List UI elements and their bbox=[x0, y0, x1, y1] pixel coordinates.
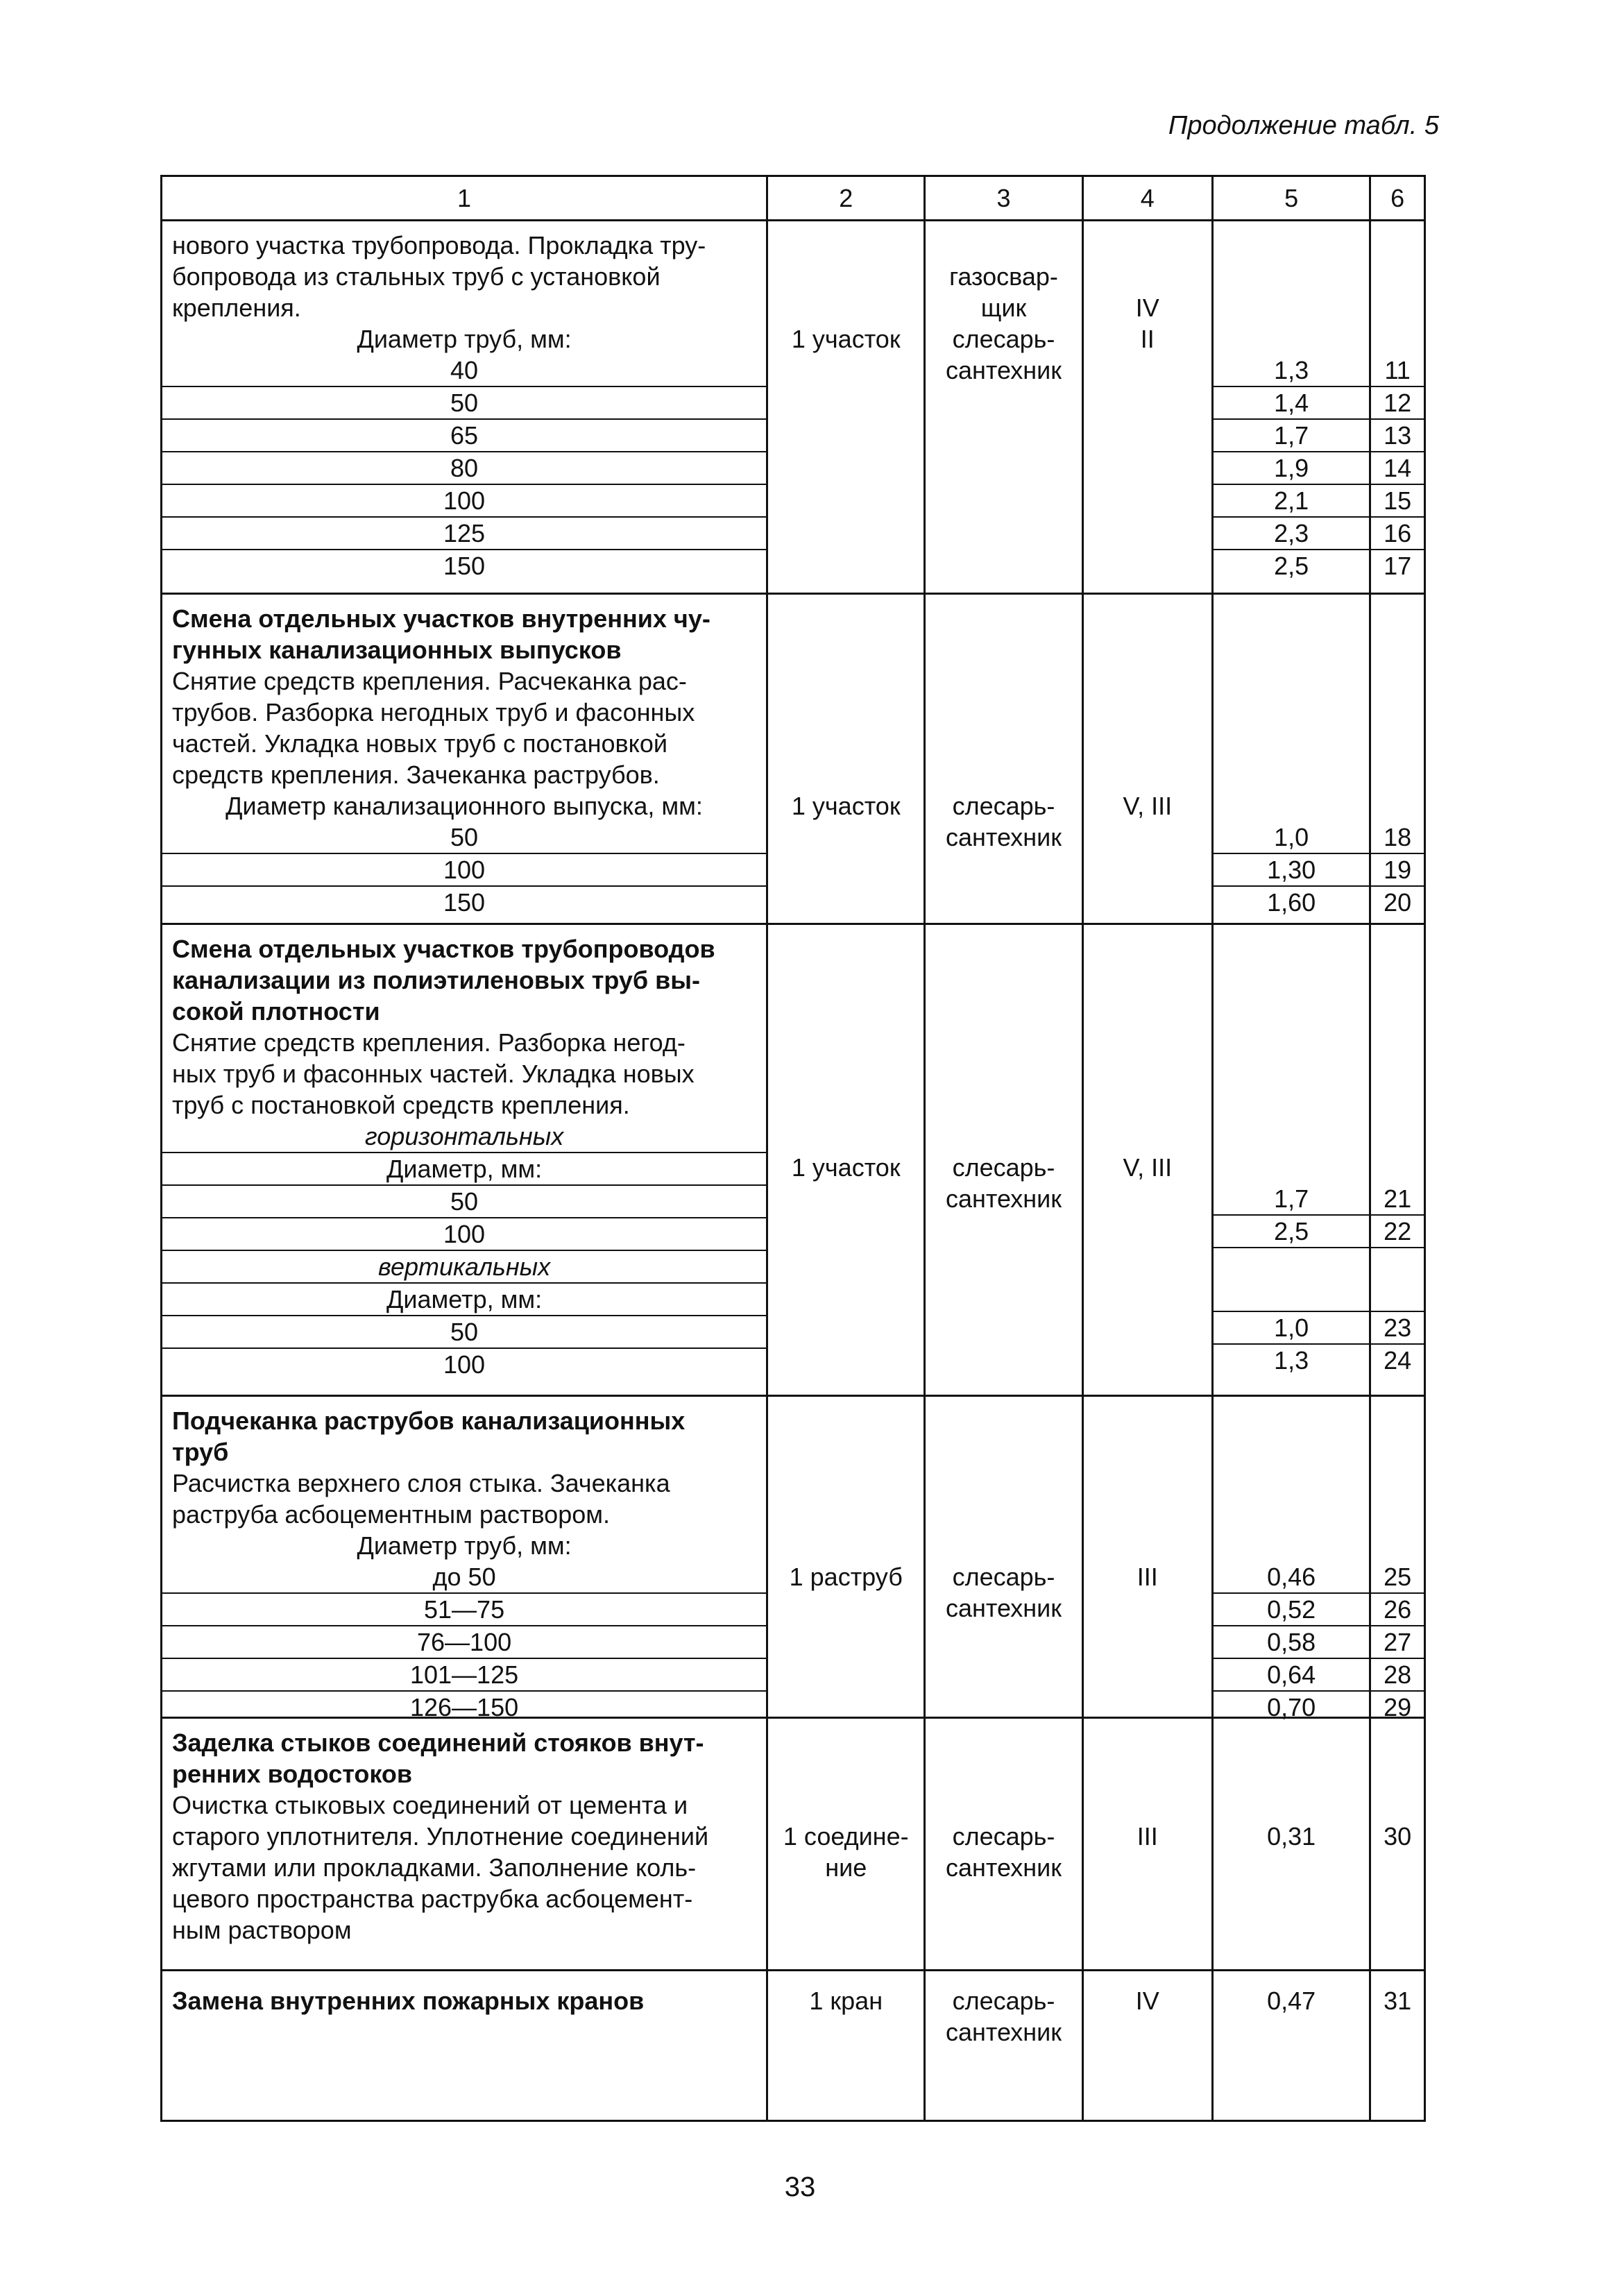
row-number: 27 bbox=[1371, 1626, 1424, 1659]
diameter-row: 150 bbox=[443, 552, 486, 580]
diameter-row: 126—150 bbox=[409, 1693, 519, 1721]
diameter-row: 100 bbox=[162, 485, 766, 518]
description-line: цевого пространства раструбка асбоцемент- bbox=[172, 1885, 693, 1913]
description-line: старого уплотнителя. Уплотнение соединений bbox=[172, 1822, 709, 1851]
diameter-row: 40 bbox=[162, 355, 766, 387]
section-2-worker bbox=[926, 595, 1083, 923]
row-number: 11 bbox=[1371, 355, 1424, 387]
norm-value: 1,9 bbox=[1214, 452, 1369, 485]
page-number: 33 bbox=[784, 2172, 816, 2202]
row-number: 31 bbox=[1384, 1987, 1412, 2015]
diameter-row: 50 bbox=[162, 822, 766, 854]
row-number: 30 bbox=[1384, 1822, 1412, 1851]
norm-value: 1,3 bbox=[1274, 1346, 1309, 1375]
row-number: 19 bbox=[1371, 854, 1424, 887]
diameter-label: Диаметр труб, мм: bbox=[357, 325, 572, 353]
grade-value: II bbox=[1140, 325, 1155, 353]
section-4-grade bbox=[1084, 1397, 1214, 1717]
section-5-unit bbox=[768, 1719, 926, 1969]
description-line: частей. Укладка новых труб с постановкой bbox=[172, 729, 667, 758]
description-line: Снятие средств крепления. Разборка негод- bbox=[172, 1028, 686, 1057]
row-number: 13 bbox=[1371, 420, 1424, 452]
header-col-6: 6 bbox=[1390, 183, 1405, 212]
worker-line: слесарь- bbox=[952, 792, 1055, 820]
row-number: 26 bbox=[1371, 1594, 1424, 1626]
section-title-line: Смена отдельных участков внутренних чу- bbox=[172, 604, 710, 633]
section-1-row-number bbox=[1371, 221, 1424, 593]
row-number: 12 bbox=[1371, 387, 1424, 420]
worker-line: сантехник bbox=[946, 356, 1062, 384]
section-1-description bbox=[162, 221, 768, 593]
section-3-grade bbox=[1084, 925, 1214, 1395]
norm-value: 1,0 bbox=[1214, 1312, 1369, 1345]
unit-line: 1 соедине- bbox=[783, 1822, 909, 1851]
norm-value: 2,5 bbox=[1274, 552, 1309, 580]
worker-line: слесарь- bbox=[952, 1987, 1055, 2015]
description-line: ным раствором bbox=[172, 1916, 352, 1944]
worker-line: слесарь- bbox=[952, 1153, 1055, 1182]
unit-value: 1 участок bbox=[791, 792, 901, 820]
diameter-row: 100 bbox=[443, 1350, 486, 1379]
section-4-row-number bbox=[1371, 1397, 1424, 1721]
section-2-norm-time bbox=[1214, 595, 1371, 923]
norm-value: 2,1 bbox=[1214, 485, 1369, 518]
grade-value: V, III bbox=[1123, 1153, 1173, 1182]
description-line: крепления. bbox=[172, 294, 301, 322]
section-1-worker bbox=[926, 221, 1083, 593]
worker-line: газосвар- bbox=[949, 262, 1058, 291]
section-2-unit bbox=[768, 595, 926, 923]
table-section-6 bbox=[162, 1971, 1424, 2120]
section-5-norm-time bbox=[1214, 1719, 1371, 1969]
diameter-row: 150 bbox=[443, 888, 486, 917]
worker-line: сантехник bbox=[946, 1184, 1062, 1213]
diameter-row: 65 bbox=[162, 420, 766, 452]
description-line: раструба асбоцементным раствором. bbox=[172, 1500, 610, 1529]
description-line: средств крепления. Зачеканка раструбов. bbox=[172, 760, 660, 789]
diameter-label: Диаметр, мм: bbox=[162, 1284, 766, 1316]
section-2-description bbox=[162, 595, 768, 923]
section-5-description bbox=[162, 1719, 768, 1969]
section-3-description bbox=[162, 925, 768, 1395]
worker-line: сантехник bbox=[946, 2018, 1062, 2046]
row-number: 14 bbox=[1371, 452, 1424, 485]
norm-value: 0,46 bbox=[1214, 1561, 1369, 1594]
section-6-unit bbox=[768, 1971, 926, 2120]
section-4-norm-time bbox=[1214, 1397, 1371, 1721]
unit-value: 1 кран bbox=[809, 1987, 883, 2015]
section-5-row-number bbox=[1371, 1719, 1424, 1969]
table-section-4 bbox=[162, 1397, 1424, 1719]
worker-line: сантехник bbox=[946, 823, 1062, 851]
diameter-row: 76—100 bbox=[162, 1626, 766, 1659]
section-2-grade bbox=[1084, 595, 1214, 923]
norm-value: 1,30 bbox=[1214, 854, 1369, 887]
section-3-norm-time bbox=[1214, 925, 1371, 1395]
table-section-1 bbox=[162, 221, 1424, 595]
row-number: 25 bbox=[1371, 1561, 1424, 1594]
description-line: бопровода из стальных труб с установкой bbox=[172, 262, 661, 291]
norm-value: 2,3 bbox=[1214, 518, 1369, 550]
norm-value: 0,31 bbox=[1267, 1822, 1316, 1851]
worker-line: слесарь- bbox=[952, 1563, 1055, 1591]
description-line: жгутами или прокладками. Заполнение коль- bbox=[172, 1853, 697, 1882]
description-line: труб с постановкой средств крепления. bbox=[172, 1091, 630, 1119]
norm-value: 1,4 bbox=[1214, 387, 1369, 420]
diameter-row: 100 bbox=[162, 1218, 766, 1251]
description-line: Расчистка верхнего слоя стыка. Зачеканка bbox=[172, 1469, 670, 1497]
row-number: 28 bbox=[1371, 1659, 1424, 1692]
section-title-line: сокой плотности bbox=[172, 997, 380, 1026]
grade-value: III bbox=[1137, 1563, 1158, 1591]
diameter-label: Диаметр, мм: bbox=[162, 1153, 766, 1186]
diameter-label: Диаметр канализационного выпуска, мм: bbox=[225, 792, 703, 820]
section-title-line: Смена отдельных участков трубопроводов bbox=[172, 935, 715, 963]
section-2-row-number bbox=[1371, 595, 1424, 923]
section-title-line: Замена внутренних пожарных кранов bbox=[172, 1987, 645, 2015]
section-5-grade bbox=[1084, 1719, 1214, 1969]
diameter-row: 51—75 bbox=[162, 1594, 766, 1626]
worker-line: сантехник bbox=[946, 1594, 1062, 1622]
norm-value: 2,5 bbox=[1214, 1216, 1369, 1248]
section-1-grade bbox=[1084, 221, 1214, 593]
section-6-worker bbox=[926, 1971, 1083, 2120]
description-line: Снятие средств крепления. Расчеканка рас- bbox=[172, 667, 687, 695]
table-continuation-caption: Продолжение табл. 5 bbox=[1168, 111, 1439, 140]
header-col-1: 1 bbox=[162, 177, 768, 219]
norm-value: 0,52 bbox=[1214, 1594, 1369, 1626]
grade-value: IV bbox=[1135, 1987, 1159, 2015]
diameter-row: 125 bbox=[162, 518, 766, 550]
grade-value: IV bbox=[1135, 294, 1159, 322]
grade-value: III bbox=[1137, 1822, 1158, 1851]
norm-value: 1,0 bbox=[1214, 822, 1369, 854]
section-3-worker bbox=[926, 925, 1083, 1395]
norm-value: 1,60 bbox=[1267, 888, 1316, 917]
unit-value: 1 раструб bbox=[789, 1563, 903, 1591]
row-number: 24 bbox=[1384, 1346, 1412, 1375]
unit-value: 1 участок bbox=[791, 325, 901, 353]
diameter-row: 50 bbox=[162, 1316, 766, 1349]
section-4-worker bbox=[926, 1397, 1083, 1717]
worker-line: щик bbox=[980, 294, 1027, 322]
worker-line: слесарь- bbox=[952, 325, 1055, 353]
section-5-worker bbox=[926, 1719, 1083, 1969]
row-number: 21 bbox=[1371, 1183, 1424, 1216]
section-4-unit bbox=[768, 1397, 926, 1717]
section-1-unit bbox=[768, 221, 926, 593]
section-1-norm-time bbox=[1214, 221, 1371, 593]
header-col-3: 3 bbox=[926, 177, 1083, 219]
norm-value: 1,7 bbox=[1214, 1183, 1369, 1216]
section-3-row-number bbox=[1371, 925, 1424, 1395]
table-section-5 bbox=[162, 1719, 1424, 1971]
section-4-description bbox=[162, 1397, 768, 1721]
diameter-label: Диаметр труб, мм: bbox=[357, 1531, 572, 1560]
worker-line: сантехник bbox=[946, 1853, 1062, 1882]
unit-line: ние bbox=[825, 1853, 867, 1882]
row-number: 17 bbox=[1384, 552, 1412, 580]
description-line: Очистка стыковых соединений от цемента и bbox=[172, 1791, 688, 1819]
diameter-row: 101—125 bbox=[162, 1659, 766, 1692]
description-line: трубов. Разборка негодных труб и фасонных bbox=[172, 698, 695, 726]
row-number: 16 bbox=[1371, 518, 1424, 550]
section-6-grade bbox=[1084, 1971, 1214, 2120]
section-6-norm-time bbox=[1214, 1971, 1371, 2120]
section-title-line: Подчеканка раструбов канализационных bbox=[172, 1406, 686, 1435]
row-number: 22 bbox=[1371, 1216, 1424, 1248]
diameter-row: 80 bbox=[162, 452, 766, 485]
row-number: 20 bbox=[1384, 888, 1412, 917]
row-number: 29 bbox=[1384, 1693, 1412, 1721]
table-header-row bbox=[162, 177, 1424, 221]
section-title-line: Заделка стыков соединений стояков внут- bbox=[172, 1728, 704, 1757]
section-title-line: труб bbox=[172, 1438, 229, 1466]
norm-value: 0,47 bbox=[1267, 1987, 1316, 2015]
diameter-row: 50 bbox=[162, 1186, 766, 1218]
header-col-2: 2 bbox=[768, 177, 926, 219]
diameter-row: 100 bbox=[162, 854, 766, 887]
row-number: 15 bbox=[1371, 485, 1424, 518]
description-line: ных труб и фасонных частей. Укладка новых bbox=[172, 1060, 695, 1088]
section-6-row-number bbox=[1371, 1971, 1424, 2120]
section-title-line: канализации из полиэтиленовых труб вы- bbox=[172, 966, 700, 994]
norm-value: 0,70 bbox=[1267, 1693, 1316, 1721]
section-6-description bbox=[162, 1971, 768, 2120]
norm-value: 0,64 bbox=[1214, 1659, 1369, 1692]
row-number: 23 bbox=[1371, 1312, 1424, 1345]
section-3-unit bbox=[768, 925, 926, 1395]
header-col-4: 4 bbox=[1084, 177, 1214, 219]
grade-value: V, III bbox=[1123, 792, 1173, 820]
table-section-3 bbox=[162, 925, 1424, 1397]
diameter-row: 50 bbox=[162, 387, 766, 420]
diameter-row: до 50 bbox=[162, 1561, 766, 1594]
table-section-2 bbox=[162, 595, 1424, 925]
unit-value: 1 участок bbox=[791, 1153, 901, 1182]
row-number: 18 bbox=[1371, 822, 1424, 854]
norm-value: 0,58 bbox=[1214, 1626, 1369, 1659]
group-title-vertical: вертикальных bbox=[162, 1251, 766, 1284]
group-title-horizontal: горизонтальных bbox=[162, 1121, 766, 1153]
header-col-5: 5 bbox=[1214, 177, 1371, 219]
section-title-line: ренних водостоков bbox=[172, 1760, 413, 1788]
description-line: нового участка трубопровода. Прокладка тру- bbox=[172, 231, 706, 260]
norm-value: 1,3 bbox=[1214, 355, 1369, 387]
norm-value: 1,7 bbox=[1214, 420, 1369, 452]
section-title-line: гунных канализационных выпусков bbox=[172, 636, 622, 664]
norms-table bbox=[160, 175, 1426, 2122]
worker-line: слесарь- bbox=[952, 1822, 1055, 1851]
